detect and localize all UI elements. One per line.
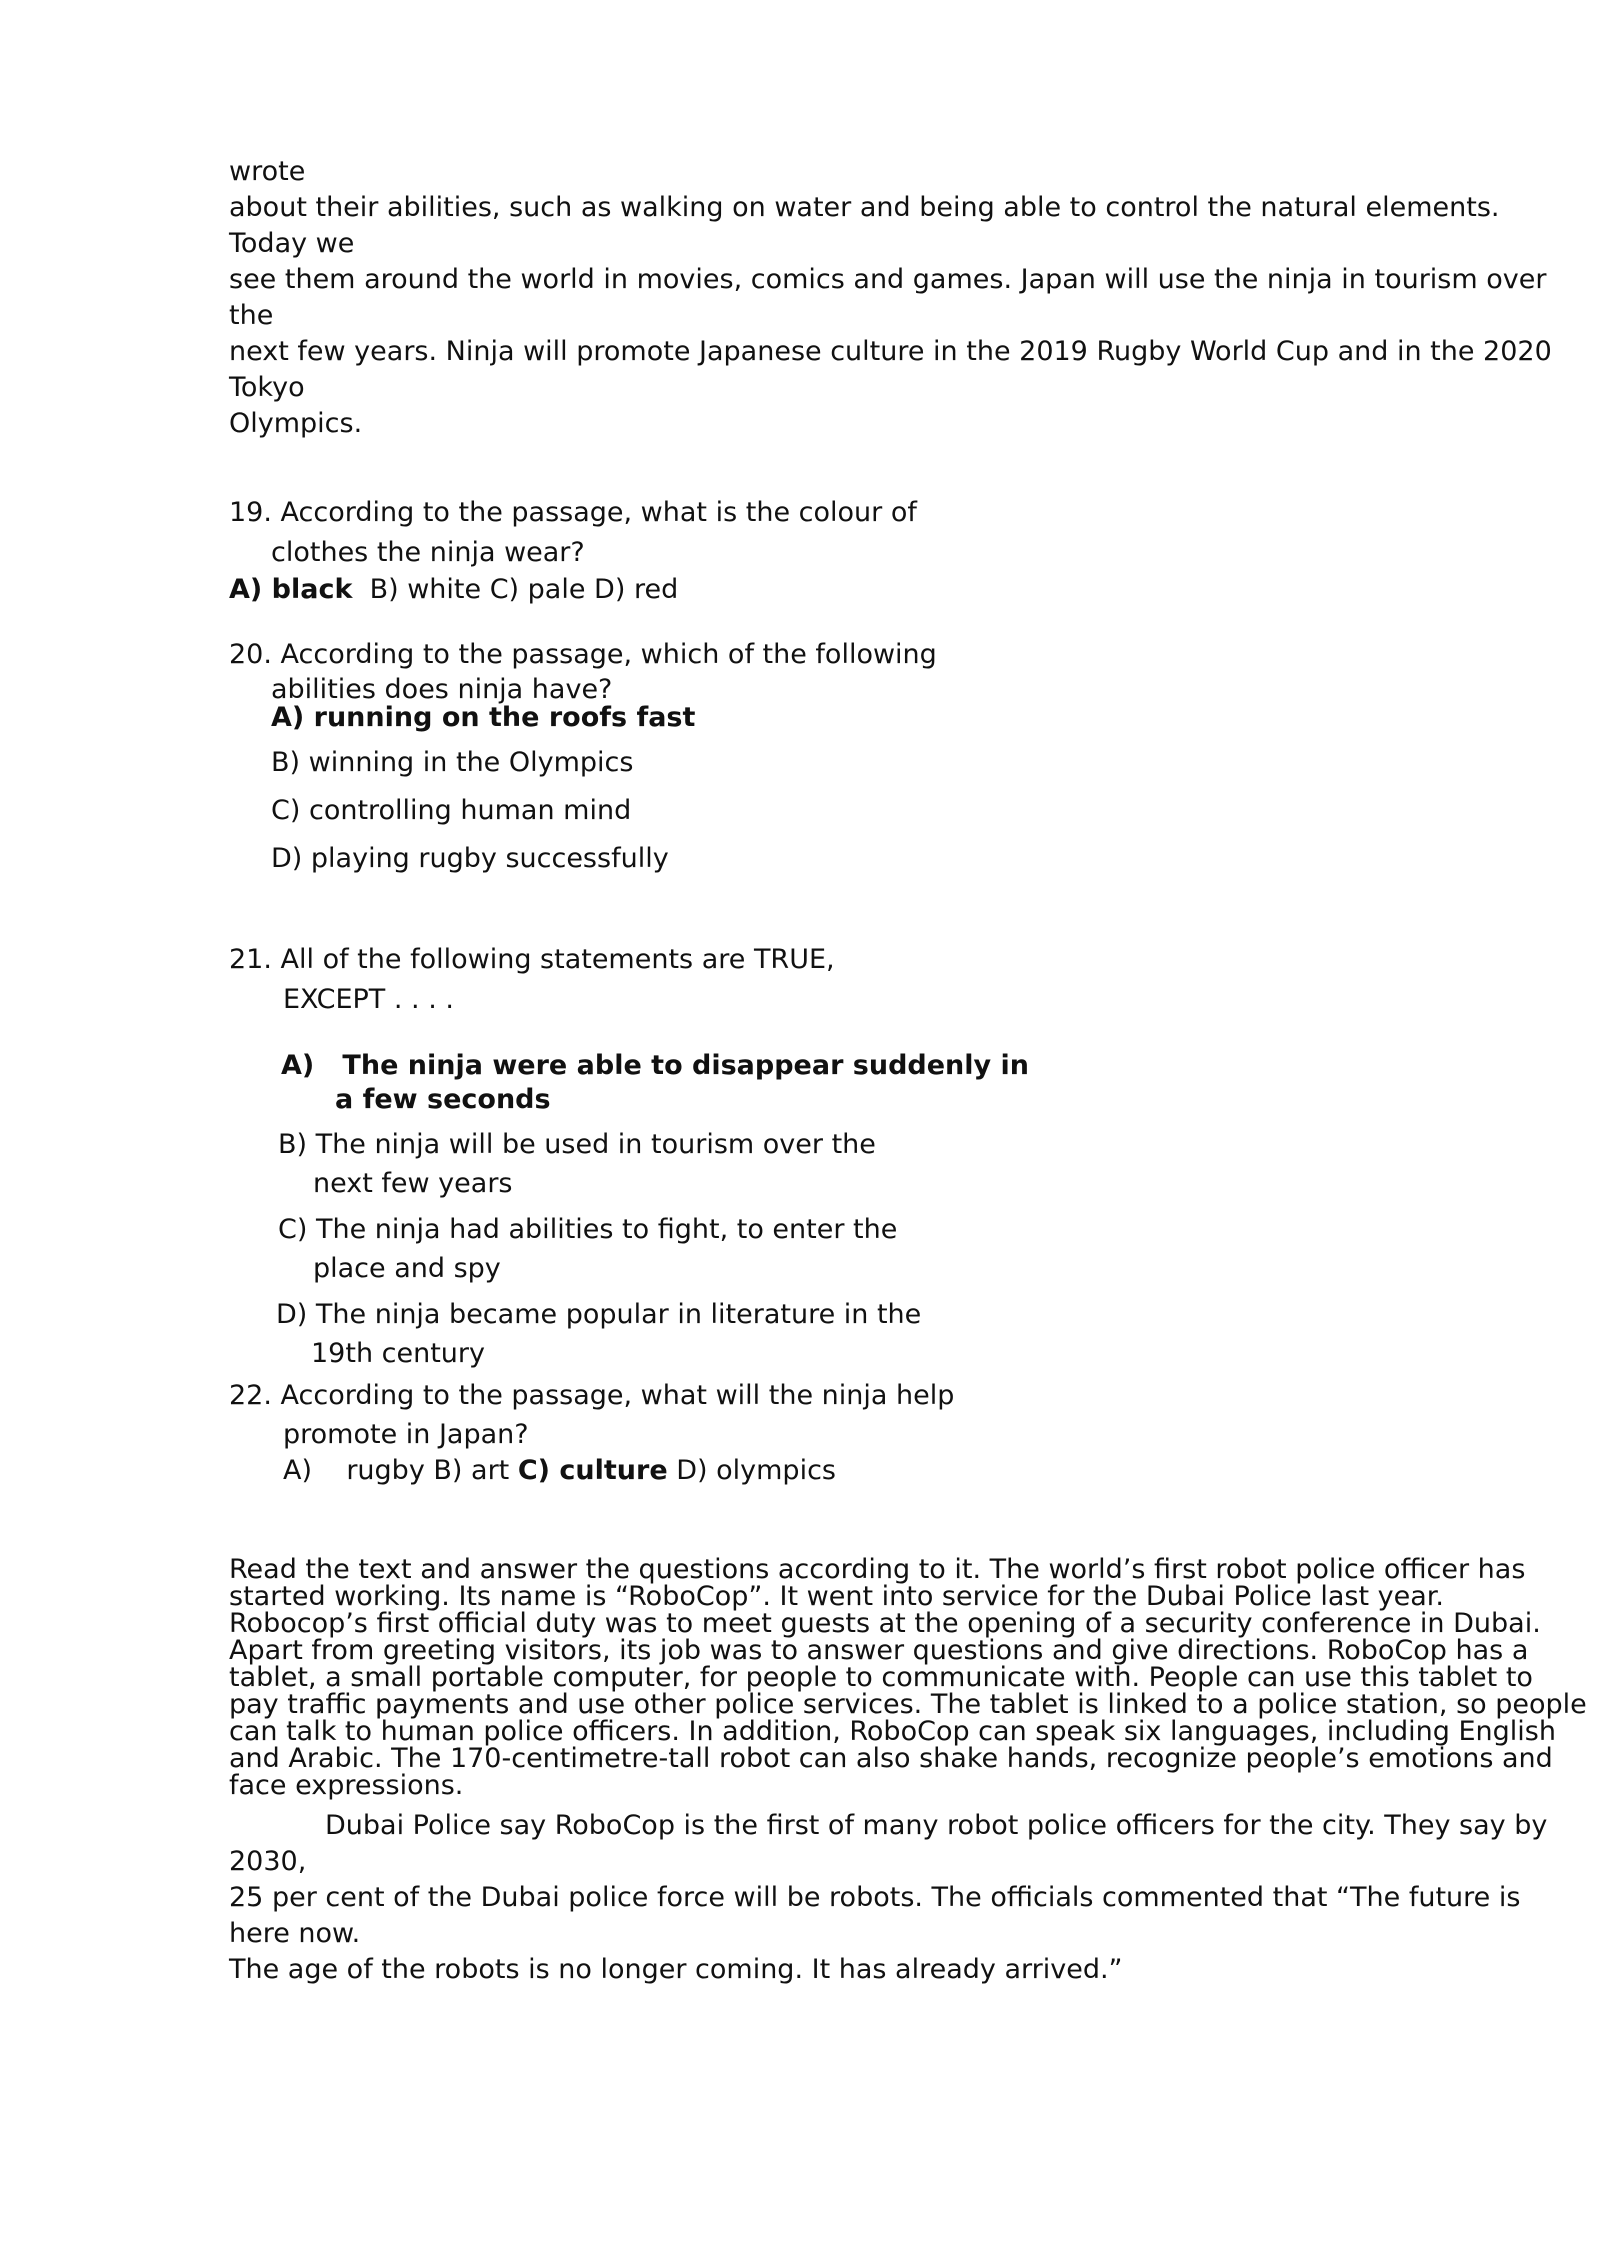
passage-line: started working. Its name is “RoboCop”. It went into service for the Dubai Police last year. bbox=[229, 1581, 1444, 1612]
passage-line: 2030, bbox=[229, 1846, 307, 1877]
answer-option: place and spy bbox=[313, 1253, 501, 1284]
passage-line: the bbox=[229, 300, 274, 331]
passage-line: Tokyo bbox=[229, 372, 305, 403]
correct-answer: a few seconds bbox=[335, 1084, 551, 1115]
question-stem: abilities does ninja have? bbox=[271, 674, 613, 705]
question-stem: 20. According to the passage, which of the following bbox=[229, 639, 937, 670]
passage-line: Read the text and answer the questions according to it. The world’s first robot police officer has bbox=[229, 1554, 1526, 1585]
passage-line: wrote bbox=[229, 156, 306, 187]
other-options: B) white C) pale D) red bbox=[369, 574, 679, 605]
other-options: A) rugby B) art bbox=[283, 1455, 518, 1486]
passage-line: tablet, a small portable computer, for people to communicate with. People can use this tablet to bbox=[229, 1662, 1533, 1693]
passage-line: The age of the robots is no longer coming. It has already arrived.” bbox=[229, 1954, 1123, 1985]
question-stem: 22. According to the passage, what will the ninja help bbox=[229, 1380, 955, 1411]
question-stem: 19. According to the passage, what is the colour of bbox=[229, 497, 917, 528]
passage-line: Robocop’s first official duty was to meet guests at the opening of a security conference in Dubai. bbox=[229, 1608, 1541, 1639]
other-options: D) olympics bbox=[667, 1455, 836, 1486]
passage-line: and Arabic. The 170-centimetre-tall robot can also shake hands, recognize people’s emotions and bbox=[229, 1743, 1553, 1774]
correct-answer: C) culture bbox=[517, 1455, 668, 1486]
question-stem: 21. All of the following statements are TRUE, bbox=[229, 944, 835, 975]
question-stem: clothes the ninja wear? bbox=[271, 537, 585, 568]
correct-answer: A) running on the roofs fast bbox=[271, 702, 696, 733]
answer-option: 19th century bbox=[311, 1338, 485, 1369]
passage-line: face expressions. bbox=[229, 1770, 464, 1801]
answer-option: next few years bbox=[313, 1168, 513, 1199]
passage-line: pay traffic payments and use other police services. The tablet is linked to a police station, so people bbox=[229, 1689, 1587, 1720]
answer-option: D) The ninja became popular in literature in the bbox=[276, 1299, 922, 1330]
passage-line: 25 per cent of the Dubai police force will be robots. The officials commented that “The future is bbox=[229, 1882, 1521, 1913]
correct-answer: A) black bbox=[229, 574, 353, 605]
question-stem: promote in Japan? bbox=[283, 1419, 529, 1450]
answer-option: B) winning in the Olympics bbox=[271, 747, 634, 778]
answer-options bbox=[283, 1453, 836, 1489]
passage-line: about their abilities, such as walking on water and being able to control the natural elements. bbox=[229, 192, 1500, 223]
passage-line: Olympics. bbox=[229, 408, 363, 439]
answer-options bbox=[229, 572, 678, 608]
passage-line: Today we bbox=[229, 228, 355, 259]
answer-option: B) The ninja will be used in tourism over the bbox=[278, 1129, 876, 1160]
passage-line: here now. bbox=[229, 1918, 361, 1949]
passage-line: next few years. Ninja will promote Japanese culture in the 2019 Rugby World Cup and in the 2020 bbox=[229, 336, 1552, 367]
passage-line: Apart from greeting visitors, its job was to answer questions and give directions. RoboCop has a bbox=[229, 1635, 1529, 1666]
passage-line: can talk to human police officers. In addition, RoboCop can speak six languages, including English bbox=[229, 1716, 1556, 1747]
passage-line: Dubai Police say RoboCop is the first of many robot police officers for the city. They say by bbox=[325, 1810, 1548, 1841]
correct-answer: A) The ninja were able to disappear suddenly in bbox=[281, 1050, 1029, 1081]
passage-line: see them around the world in movies, comics and games. Japan will use the ninja in tourism over bbox=[229, 264, 1547, 295]
answer-option: C) The ninja had abilities to fight, to enter the bbox=[278, 1214, 898, 1245]
question-stem: EXCEPT . . . . bbox=[283, 984, 454, 1015]
answer-option: D) playing rugby successfully bbox=[271, 843, 669, 874]
answer-option: C) controlling human mind bbox=[271, 795, 632, 826]
